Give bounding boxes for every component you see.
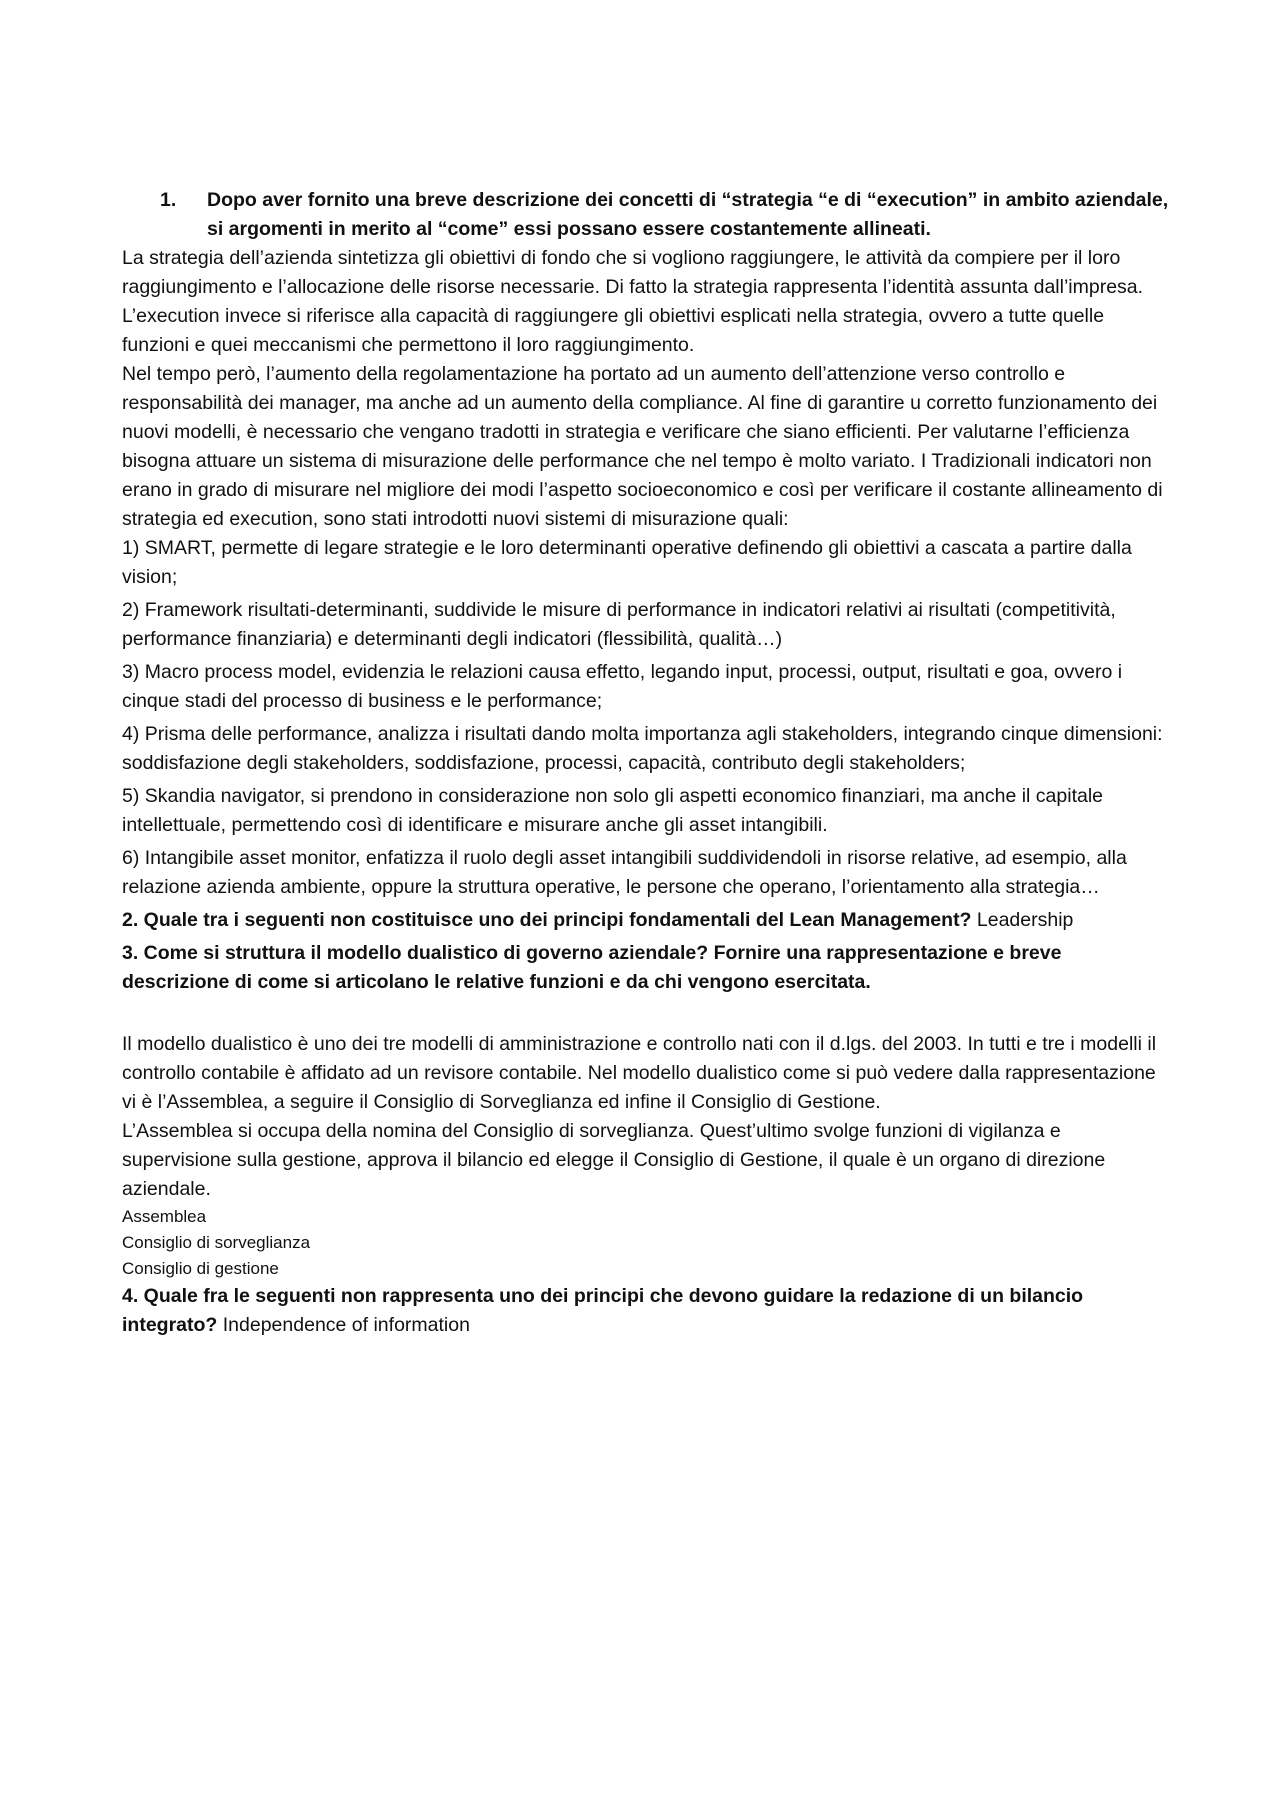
question-1-number: 1.	[160, 189, 177, 211]
spacer	[122, 1001, 1170, 1030]
list-item-intangible: 6) Intangibile asset monitor, enfatizza il ruolo degli asset intangibili suddividendoli in risorse relative, ad esempio, alla relazione azienda ambiente, oppure la struttura operative, le persone che operano, l’orientamento alla strategia…	[122, 847, 1127, 898]
list-item-smart: 1) SMART, permette di legare strategie e le loro determinanti operative definendo gli obiettivi a cascata a partire dalla vision;	[122, 537, 1132, 588]
question-1-block	[122, 186, 1170, 244]
list-item-macro-process: 3) Macro process model, evidenzia le relazioni causa effetto, legando input, processi, output, risultati e goa, ovvero i cinque stadi del processo di business e le performance;	[122, 661, 1123, 712]
document-page	[122, 186, 1170, 1344]
question-3: 3. Come si struttura il modello dualistico di governo aziendale? Fornire una rappresentazione e breve descrizione di come si articolano le relative funzioni e da chi vengono esercitata.	[122, 942, 1062, 993]
list-item-prisma: 4) Prisma delle performance, analizza i risultati dando molta importanza agli stakeholders, integrando cinque dimensioni: soddisfazione degli stakeholders, soddisfazione, processi, capacità, contributo degli stakeholders;	[122, 723, 1163, 774]
diagram-label-assemblea: Assemblea	[122, 1207, 207, 1226]
diagram-label-gestione: Consiglio di gestione	[122, 1259, 279, 1278]
answer-3-paragraph-1: Il modello dualistico è uno dei tre modelli di amministrazione e controllo nati con il d.lgs. del 2003. In tutti e tre i modelli il controllo contabile è affidato ad un revisore contabile. Nel modello dualistico come si può vedere dalla rappresentazione vi è l’Assemblea, a seguire il Consiglio di Sorveglianza ed infine il Consiglio di Gestione.	[122, 1033, 1157, 1113]
question-4	[122, 1282, 1170, 1340]
question-2-text: 2. Quale tra i seguenti non costituisce uno dei principi fondamentali del Lean Management?	[122, 909, 972, 931]
list-item-skandia: 5) Skandia navigator, si prendono in considerazione non solo gli aspetti economico finanziari, ma anche il capitale intellettuale, permettendo così di identificare e misurare anche gli asset intangibili.	[122, 785, 1104, 836]
answer-3-paragraph-2: L’Assemblea si occupa della nomina del Consiglio di sorveglianza. Quest’ultimo svolge funzioni di vigilanza e supervisione sulla gestione, approva il bilancio ed elegge il Consiglio di Gestione, il quale è un organo di direzione aziendale.	[122, 1120, 1106, 1200]
list-item-framework: 2) Framework risultati-determinanti, suddivide le misure di performance in indicatori relativi ai risultati (competitività, performance finanziaria) e determinanti degli indicatori (flessibilità, qualità…)	[122, 599, 1116, 650]
question-2	[122, 906, 1170, 935]
question-1	[160, 186, 1170, 244]
question-4-answer: Independence of information	[217, 1314, 470, 1336]
answer-1-paragraph-2: Nel tempo però, l’aumento della regolamentazione ha portato ad un aumento dell’attenzione verso controllo e responsabilità dei manager, ma anche ad un aumento della compliance. Al fine di garantire u corretto funzionamento dei nuovi modelli, è necessario che vengano tradotti in strategia e verificare che siano efficienti. Per valutarne l’efficienza bisogna attuare un sistema di misurazione delle performance che nel tempo è molto variato. I Tradizionali indicatori non erano in grado di misurare nel migliore dei modi l’aspetto socioeconomico e così per verificare il costante allineamento di strategia ed execution, sono stati introdotti nuovi sistemi di misurazione quali:	[122, 363, 1163, 530]
question-2-answer: Leadership	[971, 909, 1074, 931]
answer-1-paragraph-1: La strategia dell’azienda sintetizza gli obiettivi di fondo che si vogliono raggiungere, le attività da compiere per il loro raggiungimento e l’allocazione delle risorse necessarie. Di fatto la strategia rappresenta l’identità assunta dall’impresa. L’execution invece si riferisce alla capacità di raggiungere gli obiettivi esplicati nella strategia, ovvero a tutte quelle funzioni e quei meccanismi che permettono il loro raggiungimento.	[122, 247, 1144, 356]
question-4-text: 4. Quale fra le seguenti non rappresenta uno dei principi che devono guidare la redazione di un bilancio integrato?	[122, 1285, 1084, 1336]
diagram-label-sorveglianza: Consiglio di sorveglianza	[122, 1233, 311, 1252]
question-1-text: Dopo aver fornito una breve descrizione dei concetti di “strategia “e di “execution” in ambito aziendale, si argomenti in merito al “come” essi possano essere costantemente allineati.	[207, 189, 1169, 240]
